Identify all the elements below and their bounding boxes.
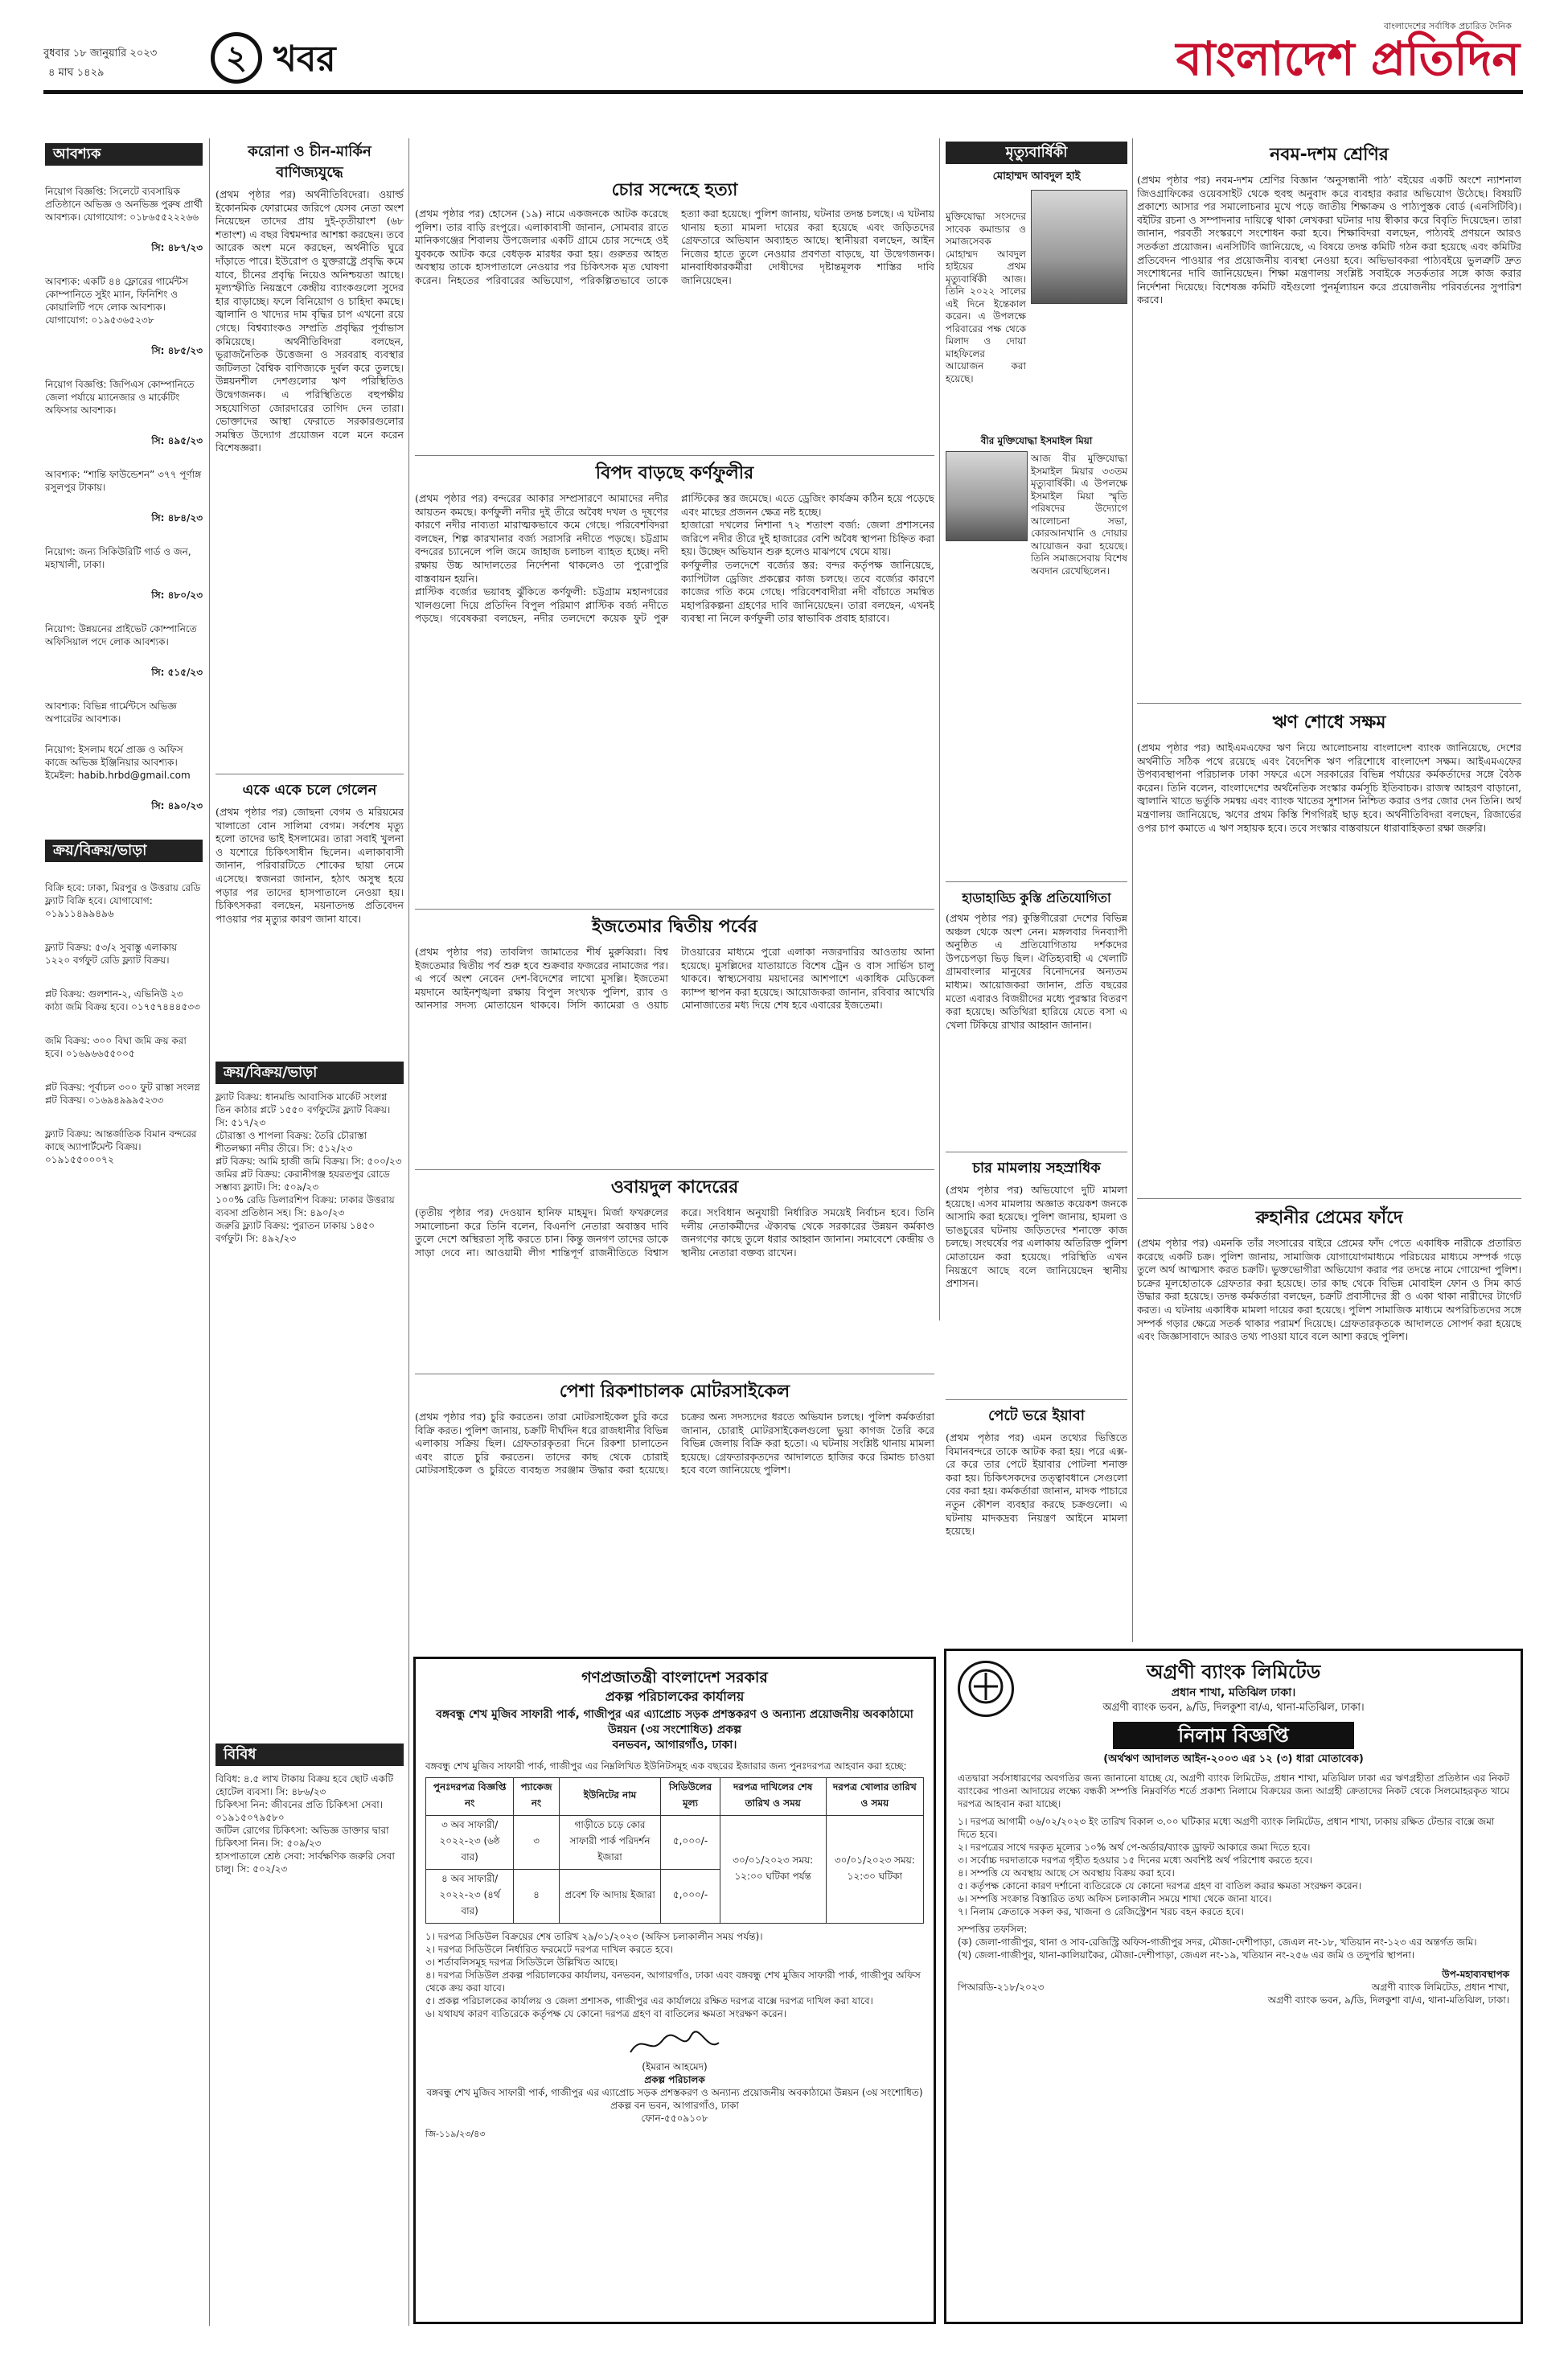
gov-ad-signatory-detail: বঙ্গবন্ধু শেখ মুজিব সাফারী পার্ক, গাজীপুর এর এ্যাপ্রোচ সড়ক প্রশস্তকরণ ও অন্যান্য প্রয়োজনীয় অবকাঠামো উন্নয়ন (৩য় সংশোধিত) প্রকল্প বন ভবন, আগারগাঁও, ঢাকা (426, 2087, 923, 2111)
table-cell: ৫,০০০/- (661, 1816, 720, 1870)
misc-heading: বিবিধ (215, 1744, 404, 1766)
table-header: দরপত্র দাখিলের শেষ তারিখ ও সময় (720, 1778, 826, 1816)
article-body: (প্রথম পৃষ্ঠার পর) এমন তথ্যের ভিত্তিতে বিমানবন্দরে তাকে আটক করা হয়। পরে এক্স-রে করে তার পেটে ইয়াবার পোটলা শনাক্ত করা হয়। চিকিৎসকদের তত্ত্বাবধানে সেগুলো বের করা হয়। কর্মকর্তারা জানান, মাদক পাচারে নতুন কৌশল ব্যবহার করছে চক্রগুলো। এ ঘটনায় মাদকদ্রব্য নিয়ন্ত্রণ আইনে মামলা হয়েছে। (946, 1431, 1127, 1538)
bank-branch: প্রধান শাখা, মতিঝিল ঢাকা। (1171, 1686, 1296, 1699)
gov-ad-ref: জি-১১৯/২৩/৪৩ (425, 2129, 486, 2139)
divider (946, 881, 1127, 882)
gov-ad-location: বনভবন, আগারগাঁও, ঢাকা। (612, 1739, 737, 1752)
tender-table (425, 1777, 924, 1924)
buy-sell-list: ফ্ল্যাট বিক্রয়: ধানমন্ডি আবাসিক মার্কেট সংলগ্ন তিন কাঠার প্লটে ১৫৫০ বর্গফুটের ফ্ল্যাট বিক্রয়। সি: ৫১৭/২৩ চৌরাস্তা ও শাপলা বিক্রয়: তৈরি চৌরাস্তা শীতলক্ষ্যা নদীর তীরে। সি: ৫১২/২৩ প্লট বিক্রয়: আমি হাজী জমি বিক্রয়। সি: ৫০০/২৩ জমির প্লট বিক্রয়: কেরানীগঞ্জ হযরতপুর রোডে সম্ভাব্য ফ্ল্যাট। সি: ৫০৯/২৩ ১০০% রেডি ডিলারশিপ বিক্রয়: ঢাকার উত্তরায় ব্যবসা প্রতিষ্ঠান সহ। সি: ৪৯০/২৩ জরুরি ফ্ল্যাট বিক্রয়: পুরাতন ঢাকায় ১৪৫০ বর্গফুট। সি: ৪৯২/২৩ (215, 1091, 402, 1244)
gov-ad-intro: বঙ্গবন্ধু শেখ মুজিব সাফারী পার্ক, গাজীপুর এর নিম্নলিখিত ইউনিটসমূহ এক বছরের ইজারার জন্য পুনঃদরপত্র আহবান করা হচ্ছে: (425, 1760, 907, 1772)
article-headline: করোনা ও চীন-মার্কিন বাণিজ্যযুদ্ধে (248, 143, 371, 181)
divider (1137, 703, 1521, 704)
classified-ref: সি: ৪৮৫/২৩ (151, 345, 203, 356)
bank-address: অগ্রণী ব্যাংক ভবন, ৯/ডি, দিলকুশা বা/এ, থানা-মতিঝিল, ঢাকা। (1102, 1702, 1365, 1714)
article-body: (প্রথম পৃষ্ঠার পর) হোসেন (১৯) নামে একজনকে আটক করেছে পুলিশ। তার বাড়ি রংপুরে। এলাকাবাসী জানান, সোমবার রাতে মানিকগঞ্জের শিবালয় উপজেলার একটি গ্রামে চোর সন্দেহে ওই যুবককে আটক করে বেধড়ক মারধর করা হয়। গুরুতর আহত অবস্থায় তাকে হাসপাতালে নেওয়ার পর চিকিৎসক মৃত ঘোষণা করেন। নিহতের পরিবারের অভিযোগ, পরিকল্পিতভাবে তাকে হত্যা করা হয়েছে। পুলিশ জানায়, ঘটনার তদন্ত চলছে। এ ঘটনায় থানায় হত্যা মামলা দায়ের করা হয়েছে এবং জড়িতদের গ্রেফতারে অভিযান অব্যাহত আছে। স্থানীয়রা বলছেন, আইন নিজের হাতে তুলে নেওয়ার প্রবণতা বাড়ছে, যা উদ্বেগজনক। মানবাধিকারকর্মীরা দোষীদের দৃষ্টান্তমূলক শাস্তির দাবি জানিয়েছেন। (415, 207, 934, 286)
header-rule (43, 90, 1523, 94)
table-header: ইউনিটের নাম (559, 1778, 660, 1816)
article-headline: পেশা রিকশাচালক মোটরসাইকেল (559, 1382, 790, 1402)
classified-ad: আবশ্যক: “শান্তি ফাউন্ডেশন” ৩৭৭ পূর্ণাঙ্গ রসুলপুর টাকায়। (45, 469, 202, 493)
gov-ad-phone: ফোন-৫৫০৯১০৮ (641, 2113, 708, 2124)
article-body: (প্রথম পৃষ্ঠার পর) এমনকি তাঁর সংসারের বাইরে প্রেমের ফাঁদ পেতে একাধিক নারীকে প্রতারিত করেছে একটি চক্র। পুলিশ জানায়, সামাজিক যোগাযোগমাধ্যমে পরিচয়ের মাধ্যমে সম্পর্ক গড়ে তুলে অর্থ আত্মসাৎ করত চক্রটি। ভুক্তভোগীরা অভিযোগ করার পর তদন্তে নামে গোয়েন্দা পুলিশ। চক্রের মূলহোতাকে গ্রেফতার করা হয়েছে। তার কাছ থেকে বিভিন্ন মোবাইল ফোন ও সিম কার্ড উদ্ধার করা হয়েছে। তদন্ত কর্মকর্তারা বলছেন, চক্রটি প্রবাসীদের স্ত্রী ও একা থাকা নারীদের টার্গেট করত। এ ঘটনায় একাধিক মামলা দায়ের করা হয়েছে। পুলিশ সামাজিক মাধ্যমে অপরিচিতদের সঙ্গে সম্পর্ক গড়ার ক্ষেত্রে সতর্ক থাকার পরামর্শ দিয়েছে। গ্রেফতারকৃতকে আদালতে সোপর্দ করা হয়েছে এবং জিজ্ঞাসাবাদে আরও তথ্য পাওয়া যাবে বলে আশা করছে পুলিশ। (1137, 1237, 1521, 1343)
table-cell: গাড়ীতে চড়ে কোর সাফারী পার্ক পরিদর্শন ইজারা (559, 1816, 660, 1870)
article-body: (প্রথম পৃষ্ঠার পর) চুরি করতেন। তারা মোটরসাইকেল চুরি করে বিক্রি করত। পুলিশ জানায়, চক্রটি দীর্ঘদিন ধরে রাজধানীর বিভিন্ন এলাকায় সক্রিয় ছিল। গ্রেফতারকৃতরা দিনে রিকশা চালাতেন এবং রাতে চুরি করতেন। তাদের কাছ থেকে চোরাই মোটরসাইকেল ও চুরিতে ব্যবহৃত সরঞ্জাম উদ্ধার করা হয়েছে। চক্রের অন্য সদস্যদের ধরতে অভিযান চলছে। পুলিশ কর্মকর্তারা জানান, চোরাই মোটরসাইকেলগুলো ভুয়া কাগজ তৈরি করে বিভিন্ন জেলায় বিক্রি করা হতো। এ ঘটনায় সংশ্লিষ্ট থানায় মামলা হয়েছে। গ্রেফতারকৃতদের আদালতে হাজির করে রিমান্ড চাওয়া হবে বলে জানিয়েছে পুলিশ। (415, 1411, 934, 1477)
article-headline: ঋণ শোধে সক্ষম (1272, 713, 1386, 733)
buy-sell-ad: ফ্ল্যাট বিক্রয়: ৫৩/২ সুবাস্তু এলাকায় ১২২০ বর্গফুট রেডি ফ্ল্যাট বিক্রয়। (45, 942, 178, 966)
divider (946, 1399, 1127, 1400)
classified-ad: নিয়োগ বিজ্ঞপ্তি: জিপিএস কোম্পানিতে জেলা পর্যায়ে ম্যানেজার ও মার্কেটিং অফিসার আবশ্যক। (45, 379, 195, 416)
obituary-box (946, 142, 1127, 640)
classified-heading: আবশ্যক (45, 143, 203, 166)
buy-sell-ad: বিক্রি হবে: ঢাকা, মিরপুর ও উত্তরায় রেডি ফ্ল্যাট বিক্রি হবে। যোগাযোগ: ০১৯১১৪৯৯৪৯৬ (45, 882, 201, 919)
table-header: প্যাকেজ নং (514, 1778, 560, 1816)
classified-ad: নিয়োগ: উন্নয়নের প্রাইভেট কোম্পানিতে অফিসিয়াল পদে লোক আবশ্যক। (45, 623, 197, 647)
table-cell: ৩০/০১/২০২৩ সময়: ১২:৩০ ঘটিকা (826, 1816, 923, 1924)
masthead-logo: বাংলাদেশ প্রতিদিন (1176, 31, 1520, 86)
table-cell: ৫,০০০/- (661, 1870, 720, 1924)
classified-ref: সি: ৪৯০/২৩ (151, 800, 203, 811)
classified-ad: নিয়োগ বিজ্ঞপ্তি: সিলেটে ব্যবসায়িক প্রতিষ্ঠানে অভিজ্ঞ ও অনভিজ্ঞ পুরুষ প্রার্থী আবশ্যক। যোগাযোগ: ০১৮৬৫৫২২২৬৬ (45, 186, 203, 223)
classified-ad: নিয়োগ: ইসলাম ধর্মে প্রাজ্ঞ ও অফিস কাজে অভিজ্ঞ ইঞ্জিনিয়ার আবশ্যক। ইমেইল: habib.hrbd@gmail.com (45, 744, 191, 781)
logo-tagline: বাংলাদেশের সর্বাধিক প্রচারিত দৈনিক (1383, 21, 1512, 31)
article-body: (প্রথম পৃষ্ঠার পর) অভিযোগে দুটি মামলা হয়েছে। এসব মামলায় অজ্ঞাত কয়েকশ জনকে আসামি করা হয়েছে। পুলিশ জানায়, হামলা ও ভাঙচুরের ঘটনায় জড়িতদের শনাক্তে কাজ চলছে। সংঘর্ষের পর এলাকায় অতিরিক্ত পুলিশ মোতায়েন করা হয়েছে। পরিস্থিতি এখন নিয়ন্ত্রণে আছে বলে জানিয়েছেন স্থানীয় প্রশাসন। (946, 1184, 1127, 1290)
table-row (426, 1816, 924, 1870)
obituary-name: বীর মুক্তিযোদ্ধা ইসমাইল মিয়া (980, 435, 1093, 446)
header-date-bangla: ৪ মাঘ ১৪২৯ (48, 67, 105, 79)
classified-ad: নিয়োগ: জন্য সিকিউরিটি গার্ড ও জন, মহাখালী, ঢাকা। (45, 546, 191, 570)
table-header: সিডিউলের মূল্য (661, 1778, 720, 1816)
auction-footer (958, 1981, 1509, 1994)
misc-list: বিবিধ: ৪.৫ লাখ টাকায় বিক্রয় হবে ছোট একটি হোটেল ব্যবসা। সি: ৪৮৬/২৩ চিকিৎসা নিন: জীবনের প্রতি চিকিৎসা সেবা। ০১৯১৫০৭৯৫৮০ জটিল রোগের চিকিৎসা: অভিজ্ঞ ডাক্তার দ্বারা চিকিৎসা নিন। সি: ৫০৯/২৩ হাসপাতালে শ্রেষ্ঠ সেবা: সার্বক্ষণিক জরুরি সেবা চালু। সি: ৫০২/২৩ (215, 1773, 395, 1875)
auction-property: সম্পত্তির তফসিল: (ক) জেলা-গাজীপুর, থানা ও সাব-রেজিস্ট্রি অফিস-গাজীপুর সদর, মৌজা-দেশীপাড়া, জেএল নং-১৮, খতিয়ান নং-১২৩ এর অন্তর্গত জমি। (খ) জেলা-গাজীপুর, থানা-কালিয়াকৈর, মৌজা-দেশীপাড়া, জেএল নং-১৯, খতিয়ান নং-২৫৬ এর জমি ও তদুপরি স্থাপনা। (958, 1924, 1477, 1961)
article-body: (প্রথম পৃষ্ঠার পর) আইএমএফের ঋণ নিয়ে আলোচনায় বাংলাদেশ ব্যাংক জানিয়েছে, দেশের অর্থনীতি সঠিক পথে রয়েছে এবং বৈদেশিক ঋণ পরিশোধে বাংলাদেশ সক্ষম। আইএমএফের উপব্যবস্থাপনা পরিচালক ঢাকা সফরে এসে সরকারের বিভিন্ন পর্যায়ের কর্মকর্তাদের সঙ্গে বৈঠক করেন। তিনি বলেন, বাংলাদেশের অর্থনৈতিক সংস্কার কর্মসূচি ইতিবাচক। রাজস্ব আহরণ বাড়ানো, জ্বালানি খাতে ভর্তুকি সমন্বয় এবং ব্যাংক খাতের সুশাসন নিশ্চিত করার ওপর জোর দেন তিনি। অর্থ মন্ত্রণালয় জানিয়েছে, ঋণের প্রথম কিস্তি শিগগিরই ছাড় হবে। অর্থনীতিবিদরা বলছেন, রিজার্ভের ওপর চাপ কমাতে এ ঋণ সহায়ক হবে। তবে সংস্কার বাস্তবায়নে ধারাবাহিকতা রক্ষা জরুরি। (1137, 741, 1521, 834)
classified-ref: সি: ৪৯৫/২৩ (151, 435, 203, 446)
bank-logo-icon (958, 1661, 1014, 1717)
divider (1137, 1198, 1521, 1199)
header-date: বুধবার ১৮ জানুয়ারি ২০২৩ (43, 47, 158, 60)
auction-signatory-address: অগ্রণী ব্যাংক ভবন, ৯/ডি, দিলকুশা বা/এ, থানা-মতিঝিল, ঢাকা। (1267, 1994, 1509, 2006)
article-body: (প্রথম পৃষ্ঠার পর) বন্দরের আকার সম্প্রসারণে আমাদের নদীর আয়তন কমছে। কর্ণফুলী নদীর দুই তীরে অবৈধ দখল ও দূষণের কারণে নদীর নাব্যতা মারাত্মকভাবে কমে গেছে। পরিবেশবিদরা বলছেন, শিল্প কারখানার বর্জ্য সরাসরি নদীতে পড়ছে। চট্টগ্রাম বন্দরের চ্যানেলে পলি জমে জাহাজ চলাচল ব্যাহত হচ্ছে। নদী রক্ষায় উচ্চ আদালতের নির্দেশনা থাকলেও তা পুরোপুরি বাস্তবায়ন হয়নি। প্লাস্টিক বর্জ্যের ভয়াবহ ঝুঁকিতে কর্ণফুলী: চট্টগ্রাম মহানগরের খালগুলো দিয়ে প্রতিদিন বিপুল পরিমাণ প্লাস্টিক বর্জ্য নদীতে পড়ছে। গবেষকরা বলছেন, নদীর তলদেশে কয়েক ফুট পুরু প্লাস্টিকের স্তর জমেছে। এতে ড্রেজিং কার্যক্রম কঠিন হয়ে পড়েছে এবং মাছের প্রজনন ক্ষেত্র নষ্ট হচ্ছে। হাজারো দখলের নিশানা ৭২ শতাংশ বর্জ্য: জেলা প্রশাসনের জরিপে নদীর তীরে দুই হাজারের বেশি অবৈধ স্থাপনা চিহ্নিত করা হয়। উচ্ছেদ অভিযান শুরু হলেও মাঝপথে থেমে যায়। কর্ণফুলীর তলদেশে বর্জ্যের স্তর: বন্দর কর্তৃপক্ষ জানিয়েছে, ক্যাপিটাল ড্রেজিং প্রকল্পের কাজ চলছে। তবে বর্জ্যের কারণে কাজের গতি কমে গেছে। পরিবেশবাদীরা নদী বাঁচাতে সমন্বিত মহাপরিকল্পনা গ্রহণের দাবি জানিয়েছেন। তারা বলছেন, এখনই ব্যবস্থা না নিলে কর্ণফুলী তার স্বাভাবিক প্রবাহ হারাবে। (415, 492, 934, 625)
gov-ad-project: বঙ্গবন্ধু শেখ মুজিব সাফারী পার্ক, গাজীপুর এর এ্যাপ্রোচ সড়ক প্রশস্তকরণ ও অন্যান্য প্রয়োজনীয় অবকাঠামো উন্নয়ন (৩য় সংশোধিত) প্রকল্প (436, 1708, 913, 1736)
table-cell: ৪ অব সাফারী/২০২২-২৩ (৪র্থ বার) (426, 1870, 514, 1924)
buy-sell-heading: ক্রয়/বিক্রয়/ভাড়া (45, 840, 203, 862)
auction-signatory-branch: অগ্রণী ব্যাংক লিমিটেড, প্রধান শাখা, (1371, 1982, 1509, 1993)
buy-sell-ad: জমি বিক্রয়: ৩০০ বিঘা জমি ক্রয় করা হবে। ০১৬৯৬৬৫৫০০৫ (45, 1035, 187, 1059)
page-number: ২ (211, 32, 262, 84)
classified-ad: আবশ্যক: বিভিন্ন গার্মেন্টসে অভিজ্ঞ অপারেটর আবশ্যক। (45, 700, 177, 725)
gov-ad-signatory-title: প্রকল্প পরিচালক (644, 2074, 705, 2085)
gov-ad-signatory: (ইমরান আহমেদ) (642, 2061, 708, 2072)
classified-ad: আবশ্যক: একটি ৪৪ ফ্লোরের গার্মেন্টস কোম্পানিতে সুইং ম্যান, ফিনিশিং ও কোয়ালিটি পদে লোক আবশ্যক। যোগাযোগ: ০১৯৫৩৬৫২৩৮ (45, 276, 189, 326)
auction-terms: ১। দরপত্র আগামী ০৬/০২/২০২৩ ইং তারিখ বিকাল ৩.০০ ঘটিকার মধ্যে অগ্রণী ব্যাংক লিমিটেড, প্রধান শাখা, ঢাকায় রক্ষিত টেন্ডার বাক্সে জমা দিতে হবে। ২। দরপত্রের সাথে দরকৃত মূল্যের ১০% অর্থ পে-অর্ডার/ব্যাংক ড্রাফট আকারে জমা দিতে হবে। ৩। সর্বোচ্চ দরদাতাকে দরপত্র গৃহীত হওয়ার ১৫ দিনের মধ্যে অবশিষ্ট অর্থ পরিশোধ করতে হবে। ৪। সম্পত্তি যে অবস্থায় আছে সে অবস্থায় বিক্রয় করা হবে। ৫। কর্তৃপক্ষ কোনো কারণ দর্শানো ব্যতিরেকে যে কোনো দরপত্র গ্রহণ বা বাতিল করার ক্ষমতা সংরক্ষণ করেন। ৬। সম্পত্তি সংক্রান্ত বিস্তারিত তথ্য অফিস চলাকালীন সময়ে শাখা থেকে জানা যাবে। ৭। নিলাম ক্রেতাকে সকল কর, খাজনা ও রেজিস্ট্রেশন খরচ বহন করতে হবে। (958, 1816, 1495, 1917)
gov-ad-notes: ১। দরপত্র সিডিউল বিক্রয়ের শেষ তারিখ ২৯/০১/২০২৩ (অফিস চলাকালীন সময় পর্যন্ত)। ২। দরপত্র সিডিউলে নির্ধারিত ফরমেটে দরপত্র দাখিল করতে হবে। ৩। শর্তাবলিসমূহ দরপত্র সিডিউলে উল্লিখিত আছে। ৪। দরপত্র সিডিউল প্রকল্প পরিচালকের কার্যালয়, বনভবন, আগারগাঁও, ঢাকা এবং বঙ্গবন্ধু শেখ মুজিব সাফারী পার্ক, গাজীপুর অফিস থেকে ক্রয় করা যাবে। ৫। প্রকল্প পরিচালকের কার্যালয় ও জেলা প্রশাসক, গাজীপুর এর কার্যালয়ে রক্ষিত দরপত্র বাক্সে দরপত্র দাখিল করা যাবে। ৬। যথাযথ কারণ ব্যতিরেকে কর্তৃপক্ষ যে কোনো দরপত্র গ্রহণ বা বাতিলের ক্ষমতা সংরক্ষণ করেন। (425, 1931, 921, 2019)
obituary-name: মোহাম্মদ আবদুল হাই (992, 170, 1081, 183)
gov-ad-title: গণপ্রজাতন্ত্রী বাংলাদেশ সরকার (581, 1669, 768, 1686)
government-tender-ad (413, 1657, 936, 2324)
table-cell: ৪ (514, 1870, 560, 1924)
table-cell: ৩০/০১/২০২৩ সময়: ১২:০০ ঘটিকা পর্যন্ত (720, 1816, 826, 1924)
buy-sell-ad: প্লট বিক্রয়: গুলশান-২, এভিনিউ ২৩ কাঠা জমি বিক্রয় হবে। ০১৭৫৭৪৪৪৫৩৩ (45, 988, 200, 1012)
auction-body: এতদ্বারা সর্বসাধারণের অবগতির জন্য জানানো যাচ্ছে যে, অগ্রণী ব্যাংক লিমিটেড, প্রধান শাখা, মতিঝিল ঢাকা এর ঋণগ্রহীতা প্রতিষ্ঠান এর নিকট ব্যাংকের পাওনা আদায়ের লক্ষ্যে বন্ধকী সম্পত্তি নিম্নবর্ণিত শর্তে প্রকাশ্য নিলামে বিক্রয়ের জন্য আগ্রহী ক্রেতাদের নিকট থেকে সিলমোহরকৃত খামে দরপত্র আহবান করা যাচ্ছে। (958, 1772, 1509, 1809)
article-body: (প্রথম পৃষ্ঠার পর) কুস্তিগীরেরা দেশের বিভিন্ন অঞ্চল থেকে অংশ নেন। মঙ্গলবার দিনব্যাপী অনুষ্ঠিত এ প্রতিযোগিতায় দর্শকদের উপচেপড়া ভিড় ছিল। ঐতিহ্যবাহী এ খেলাটি গ্রামবাংলার মানুষের বিনোদনের অন্যতম মাধ্যম। আয়োজকরা জানান, প্রতি বছরের মতো এবারও বিজয়ীদের মধ্যে পুরস্কার বিতরণ করা হয়েছে। অতিথিরা হারিয়ে যেতে বসা এ খেলা টিকিয়ে রাখার আহ্বান জানান। (946, 912, 1127, 1031)
bank-name: অগ্রণী ব্যাংক লিমিটেড (1146, 1661, 1321, 1683)
article-body: (প্রথম পৃষ্ঠার পর) জোছনা বেগম ও মরিয়মের খালাতো বোন সালিমা বেগম। সর্বশেষ মৃত্যু হলো তাদের ভাই ইসলামের। তারা সবাই খুলনা ও যশোরে চিকিৎসাধীন ছিলেন। এলাকাবাসী জানান, পরিবারটিতে শোকের ছায়া নেমে এসেছে। স্বজনরা জানান, হঠাৎ অসুস্থ হয়ে পড়ার পর তাদের হাসপাতালে নেওয়া হয়। চিকিৎসকরা বলছেন, ময়নাতদন্ত প্রতিবেদন পাওয়ার পর মৃত্যুর কারণ জানা যাবে। (215, 806, 404, 925)
buy-sell-ad: ফ্ল্যাট বিক্রয়: আন্তর্জাতিক বিমান বন্দরের কাছে অ্যাপার্টমেন্ট বিক্রয়। ০১৯১৫৫০০০৭২ (45, 1128, 197, 1165)
auction-signatory-role: উপ-মহাব্যবস্থাপক (1442, 1969, 1509, 1980)
article-headline: চার মামলায় সহস্রাধিক (972, 1160, 1101, 1177)
article-body: (প্রথম পৃষ্ঠার পর) তাবলিগ জামাতের শীর্ষ মুরুব্বিরা। বিশ্ব ইজতেমার দ্বিতীয় পর্ব শুরু হবে শুক্রবার ফজরের নামাজের পর। এ পর্বে অংশ নেবেন দেশ-বিদেশের লাখো মুসল্লি। ইজতেমা ময়দানে আইনশৃঙ্খলা রক্ষায় বিপুল সংখ্যক পুলিশ, র‌্যাব ও আনসার সদস্য মোতায়েন থাকবে। সিসি ক্যামেরা ও ওয়াচ টাওয়ারের মাধ্যমে পুরো এলাকা নজরদারির আওতায় আনা হয়েছে। মুসল্লিদের যাতায়াতে বিশেষ ট্রেন ও বাস সার্ভিস চালু থাকবে। স্বাস্থ্যসেবায় ময়দানের আশপাশে একাধিক মেডিকেল ক্যাম্প স্থাপন করা হয়েছে। আয়োজকরা জানান, রবিবার আখেরি মোনাজাতের মধ্য দিয়ে শেষ হবে এবারের ইজতেমা। (415, 946, 934, 1012)
table-cell: প্রবেশ ফি আদায় ইজারা (559, 1870, 660, 1924)
table-cell: ৩ অব সাফারী/২০২২-২৩ (৬ষ্ঠ বার) (426, 1816, 514, 1870)
table-header: দরপত্র খোলার তারিখ ও সময় (826, 1778, 923, 1816)
portrait-photo (1031, 190, 1127, 304)
article-body: (তৃতীয় পৃষ্ঠার পর) দেওয়ান হানিফ মাহমুদ। মির্জা ফখরুলের সমালোচনা করে তিনি বলেন, বিএনপি নেতারা অবাস্তব দাবি তুলে দেশে অস্থিরতা সৃষ্টি করতে চান। কিন্তু জনগণ তাদের ডাকে সাড়া দেবে না। আওয়ামী লীগ শান্তিপূর্ণ রাজনীতিতে বিশ্বাস করে। সংবিধান অনুযায়ী নির্ধারিত সময়েই নির্বাচন হবে। তিনি দলীয় নেতাকর্মীদের ঐক্যবদ্ধ থেকে সরকারের উন্নয়ন কর্মকাণ্ড জনগণের কাছে তুলে ধরার আহ্বান জানান। সমাবেশে কেন্দ্রীয় ও স্থানীয় নেতারা বক্তব্য রাখেন। (415, 1206, 934, 1259)
article-headline: হাডাহাড্ডি কুস্তি প্রতিযোগিতা (962, 890, 1111, 906)
bank-auction-ad (944, 1649, 1523, 2324)
divider (415, 455, 934, 456)
column-divider (209, 138, 210, 2326)
column-divider (408, 138, 409, 2326)
table-cell: ৩ (514, 1816, 560, 1870)
obituary-heading: মৃত্যুবার্ষিকী (946, 142, 1127, 164)
buy-sell-ad: প্লট বিক্রয়: পূর্বাচল ৩০০ ফুট রাস্তা সংলগ্ন প্লট বিক্রয়। ০১৬৯৪৯৯৯৫২৩৩ (45, 1082, 200, 1106)
auction-subtitle: (অর্থঋণ আদালত আইন-২০০৩ এর ১২ (৩) ধারা মোতাবেক) (1103, 1753, 1364, 1765)
article-headline: নবম-দশম শ্রেণির (1270, 145, 1389, 165)
divider (415, 1169, 934, 1170)
article-headline: পেটে ভরে ইয়াবা (987, 1407, 1086, 1424)
auction-ref: পিআরডি-২১৮/২০২৩ (958, 1982, 1045, 1993)
buy-sell-heading: ক্রয়/বিক্রয়/ভাড়া (215, 1062, 404, 1084)
article-headline: রুহানীর প্রেমের ফাঁদে (1255, 1208, 1403, 1228)
classified-ref: সি: ৫১৫/২৩ (151, 667, 203, 678)
article-headline: চোর সন্দেহে হত্যা (611, 180, 738, 200)
article-body: (প্রথম পৃষ্ঠার পর) অর্থনীতিবিদেরা। ওয়ার্ল্ড ইকোনমিক ফোরামের জরিপে যেসব নেতা অংশ নিয়েছেন তাদের প্রায় দুই-তৃতীয়াংশ (৬৮ শতাংশ) এ বছর বিশ্বমন্দার আশঙ্কা করছেন। তবে আরেক অংশ মনে করছেন, অর্থনীতি ঘুরে দাঁড়াতে পারে। ইউরোপ ও যুক্তরাষ্ট্রে প্রবৃদ্ধি কমে যাবে, চীনের প্রবৃদ্ধি নিয়েও অনিশ্চয়তা আছে। মূল্যস্ফীতি নিয়ন্ত্রণে কেন্দ্রীয় ব্যাংকগুলো সুদের হার বাড়াচ্ছে। ফলে বিনিয়োগ ও চাহিদা কমছে। জ্বালানি ও খাদ্যের দাম বৃদ্ধির চাপ এখনো রয়ে গেছে। বিশ্বব্যাংকও সম্প্রতি প্রবৃদ্ধির পূর্বাভাস কমিয়েছে। অর্থনীতিবিদরা বলছেন, ভূরাজনৈতিক উত্তেজনা ও সরবরাহ ব্যবস্থার জটিলতা বৈশ্বিক বাণিজ্যকে দুর্বল করে তুলছে। উন্নয়নশীল দেশগুলোর ঋণ পরিস্থিতিও উদ্বেগজনক। এ পরিস্থিতিতে বহুপক্ষীয় সহযোগিতা জোরদারের তাগিদ দেন তারা। ভোক্তাদের আস্থা ফেরাতে সরকারগুলোর সমন্বিত উদ্যোগ প্রয়োজন বলে মনে করেন বিশেষজ্ঞরা। (215, 188, 404, 454)
article-headline: বিপদ বাড়ছে কর্ণফুলীর (595, 463, 754, 483)
classified-ref: সি: ৪৮৪/২৩ (151, 512, 203, 524)
classified-list (45, 172, 203, 1756)
divider (415, 909, 934, 910)
table-header: পুনঃদরপত্র বিজ্ঞপ্তি নং (426, 1778, 514, 1816)
signature-icon (626, 2028, 723, 2060)
article-headline: ইজতেমার দ্বিতীয় পর্বের (592, 917, 757, 937)
article-body: (প্রথম পৃষ্ঠার পর) নবম-দশম শ্রেণির বিজ্ঞান ‘অনুসন্ধানী পাঠ’ বইয়ের একটি অংশে ন্যাশনাল জিওগ্রাফিকের ওয়েবসাইট থেকে হুবহু অনুবাদ করে ব্যবহার করার অভিযোগ উঠেছে। বিষয়টি প্রকাশ্যে আসার পর সমালোচনার মুখে পড়ে জাতীয় শিক্ষাক্রম ও পাঠ্যপুস্তক বোর্ড (এনসিটিবি)। বইটির রচনা ও সম্পাদনার দায়িত্বে থাকা লেখকরা ঘটনার দায় স্বীকার করে বিবৃতি দিয়েছেন। তারা জানান, পরবর্তী সংস্করণে সংশোধন করা হবে। শিক্ষাবিদরা বলছেন, পাঠ্যবই প্রণয়নে আরও সতর্কতা প্রয়োজন। এনসিটিবি জানিয়েছে, এ বিষয়ে তদন্ত কমিটি গঠন করা হয়েছে এবং কমিটির প্রতিবেদন পাওয়ার পর প্রয়োজনীয় ব্যবস্থা নেওয়া হবে। অভিভাবকরা পাঠ্যবইয়ে ভুলত্রুটি দ্রুত সংশোধনের দাবি জানিয়েছেন। শিক্ষা মন্ত্রণালয় সংশ্লিষ্ট সবাইকে সতর্কতার সঙ্গে কাজ করার নির্দেশনা দিয়েছে। বিশেষজ্ঞ কমিটি বইগুলো পুনর্মূল্যায়ন করে প্রয়োজনীয় পরিবর্তনের সুপারিশ করবে। (1137, 174, 1521, 306)
column-divider (1132, 138, 1133, 1642)
gov-ad-office: প্রকল্প পরিচালকের কার্যালয় (605, 1689, 745, 1704)
classified-ref: সি: ৪৮৭/২৩ (151, 242, 203, 253)
column-divider (939, 138, 940, 1320)
obituary-body: মুক্তিযোদ্ধা সংসদের সাবেক কমান্ডার ও সমাজসেবক মোহাম্মদ আবদুল হাইয়ের প্রথম মৃত্যুবার্ষিকী আজ। তিনি ২০২২ সালের এই দিনে ইন্তেকাল করেন। এ উপলক্ষে পরিবারের পক্ষ থেকে মিলাদ ও দোয়া মাহফিলের আয়োজন করা হয়েছে। (946, 211, 1026, 384)
article-headline: ওবায়দুল কাদেরের (610, 1177, 739, 1197)
classified-ref: সি: ৪৮০/২৩ (151, 589, 203, 601)
section-title: খবর (273, 39, 336, 80)
auction-title: নিলাম বিজ্ঞপ্তি (1113, 1722, 1354, 1749)
portrait-photo (946, 451, 1028, 541)
article-headline: একে একে চলে গেলেন (242, 782, 377, 799)
obituary-body: আজ বীর মুক্তিযোদ্ধা ইসমাইল মিয়ার ৩৩তম মৃত্যুবার্ষিকী। এ উপলক্ষে ইসমাইল মিয়া স্মৃতি পরিষদের উদ্যোগে আলোচনা সভা, কোরআনখানি ও দোয়ার আয়োজন করা হয়েছে। তিনি সমাজসেবায় বিশেষ অবদান রেখেছিলেন। (1031, 453, 1127, 577)
